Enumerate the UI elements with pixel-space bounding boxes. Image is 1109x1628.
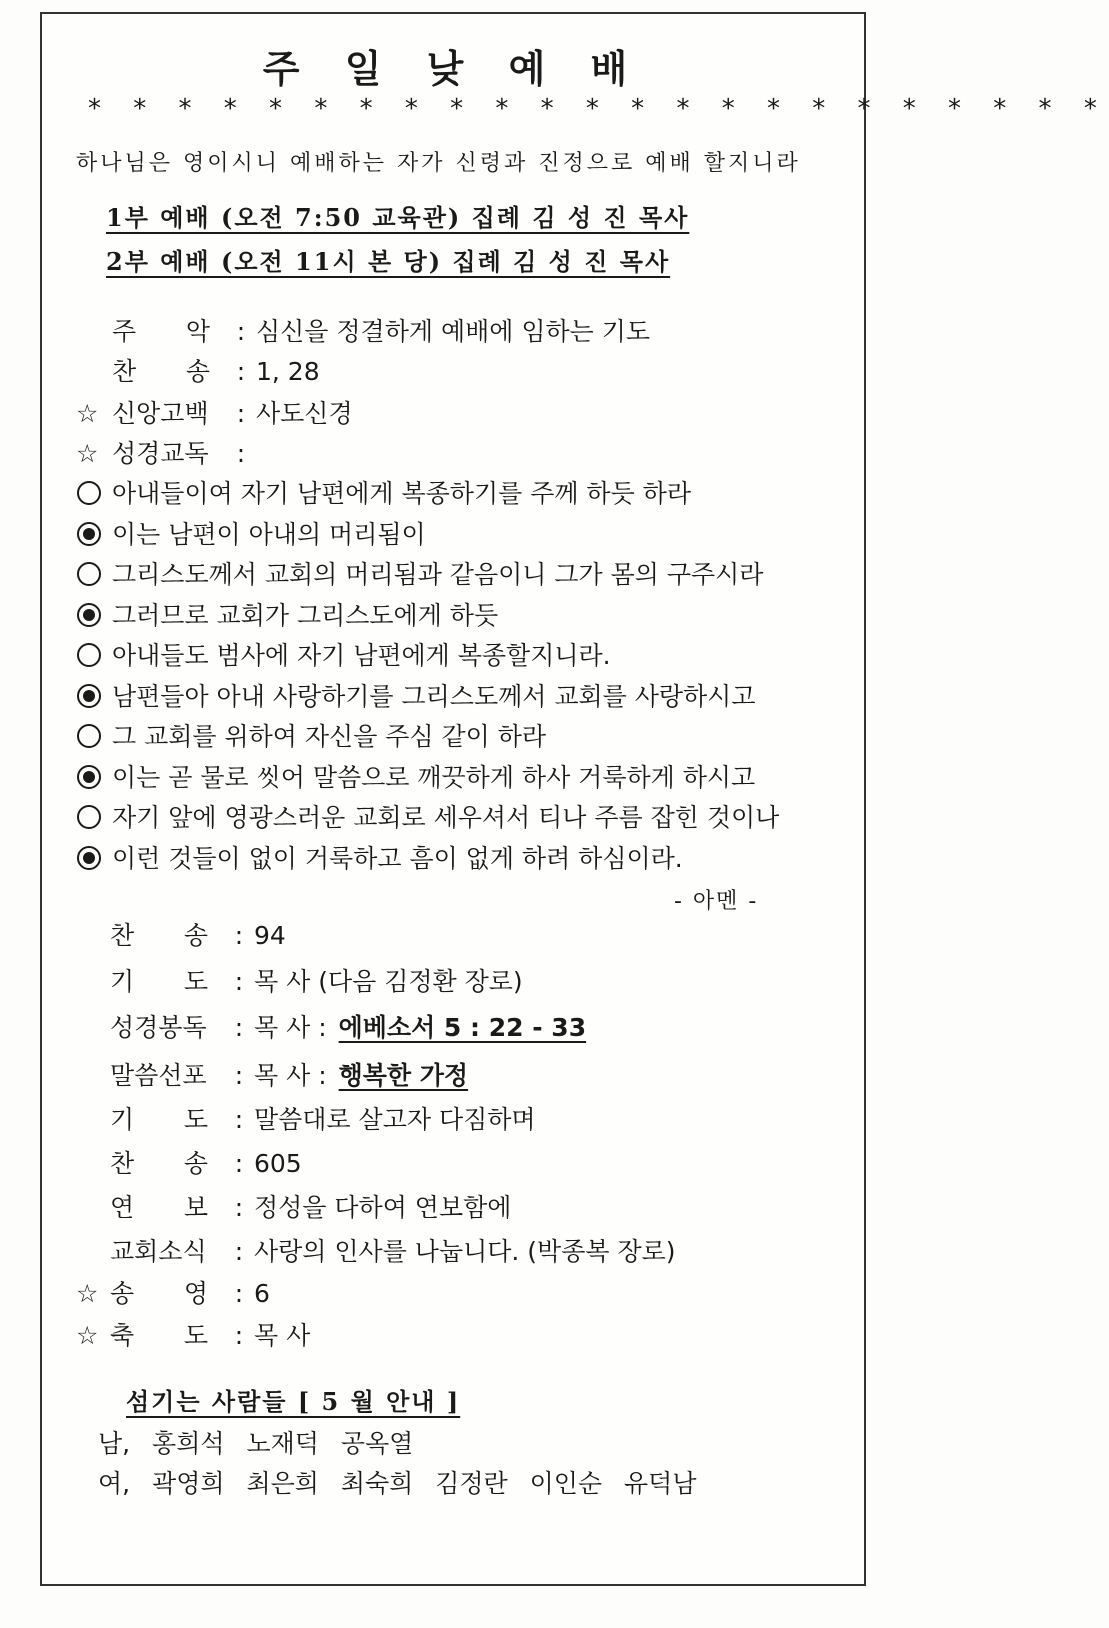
order-highlight: 행복한 가정 — [338, 1061, 469, 1090]
order-term: 성경교독 — [112, 439, 209, 468]
open-circle-icon — [76, 804, 102, 830]
reading-text: 그리스도께서 교회의 머리됨과 같음이니 그가 몸의 구주시라 — [112, 560, 764, 589]
order-value: 사도신경 — [256, 399, 353, 428]
open-circle-icon — [76, 480, 102, 506]
reading-text: 아내들이여 자기 남편에게 복종하기를 주께 하듯 하라 — [112, 479, 691, 508]
order-item — [76, 312, 650, 348]
order-separator: : — [234, 1193, 244, 1222]
order-separator: : — [234, 967, 244, 996]
order-term: 연 보 — [110, 1193, 208, 1222]
order-value: 사랑의 인사를 나눕니다. (박종복 장로) — [254, 1237, 676, 1266]
order-item — [76, 352, 320, 388]
filled-circle-icon — [76, 521, 102, 547]
order-value: 목 사 : — [254, 1013, 327, 1042]
order-value: 94 — [254, 921, 286, 950]
order-value: 1, 28 — [256, 357, 320, 386]
order-term: 신앙고백 — [112, 399, 209, 428]
order-term: 성경봉독 — [110, 1013, 207, 1042]
order-separator: : — [234, 1105, 244, 1134]
order-value: 6 — [254, 1279, 270, 1308]
filled-circle-icon — [76, 683, 102, 709]
order-value: 정성을 다하여 연보함에 — [254, 1193, 512, 1222]
reading-text: 자기 앞에 영광스러운 교회로 세우셔서 티나 주름 잡힌 것이나 — [112, 803, 780, 832]
reading-line — [76, 677, 756, 713]
order-separator: : — [234, 921, 244, 950]
order-value: 심신을 정결하게 예배에 임하는 기도 — [256, 317, 651, 346]
order-term: 찬 송 — [112, 357, 210, 386]
reading-text: 그러므로 교회가 그리스도에게 하듯 — [112, 600, 499, 630]
star-mark: ☆ — [76, 399, 99, 428]
filled-circle-icon — [76, 845, 102, 871]
order-item — [76, 1274, 270, 1310]
reading-line — [76, 596, 498, 632]
reading-text: 이런 것들이 없이 거룩하고 흠이 없게 하려 하심이라. — [112, 843, 683, 873]
filled-circle-icon — [76, 764, 102, 790]
order-term: 말씀선포 — [110, 1061, 207, 1090]
service-first: 1부 예배 (오전 7:50 교육관) 집례 김 성 진 목사 — [106, 203, 690, 232]
servers-men: 남, 홍희석 노재덕 공옥열 — [98, 1429, 414, 1458]
filled-circle-icon — [76, 602, 102, 628]
order-term: 기 도 — [110, 967, 208, 996]
order-term: 축 도 — [110, 1321, 208, 1350]
reading-text: 이는 남편이 아내의 머리됨이 — [112, 519, 426, 549]
reading-line — [76, 717, 546, 753]
reading-line — [76, 798, 779, 834]
scripture-verse: 하나님은 영이시니 예배하는 자가 신령과 진정으로 예배 할지니라 — [76, 151, 801, 176]
order-separator: : — [236, 439, 246, 468]
reading-line — [76, 474, 691, 510]
reading-text: 이는 곧 물로 씻어 말씀으로 깨끗하게 하사 거룩하게 하시고 — [112, 762, 756, 792]
reading-line — [76, 555, 763, 591]
star-mark: ☆ — [76, 1279, 99, 1308]
reading-line — [76, 839, 683, 875]
order-item — [76, 1188, 511, 1224]
order-separator: : — [234, 1237, 244, 1266]
order-separator: : — [234, 1013, 244, 1042]
order-item — [76, 1100, 536, 1136]
service-second: 2부 예배 (오전 11시 본 당) 집례 김 성 진 목사 — [106, 247, 671, 276]
order-term: 교회소식 — [110, 1237, 207, 1266]
order-value: 목 사 — [254, 1321, 311, 1350]
order-item — [76, 1008, 586, 1044]
servers-women: 여, 곽영희 최은희 최숙희 김정란 이인순 유덕남 — [98, 1469, 697, 1498]
order-value: 말씀대로 살고자 다짐하며 — [254, 1105, 536, 1134]
order-item — [76, 394, 353, 430]
order-value: 목 사 : — [254, 1061, 327, 1090]
amen: - 아멘 - — [674, 889, 759, 914]
page-title: 주 일 낮 예 배 — [262, 46, 644, 91]
open-circle-icon — [76, 723, 102, 749]
order-item — [76, 916, 286, 952]
reading-text: 그 교회를 위하여 자신을 주심 같이 하라 — [112, 722, 547, 751]
star-mark: ☆ — [76, 439, 99, 468]
reading-text: 남편들아 아내 사랑하기를 그리스도께서 교회를 사랑하시고 — [112, 681, 756, 711]
order-item — [76, 962, 523, 998]
order-separator: : — [236, 317, 246, 346]
reading-line — [76, 758, 755, 794]
servers-title: 섬기는 사람들 [ 5 월 안내 ] — [126, 1387, 461, 1416]
order-separator: : — [236, 357, 246, 386]
order-highlight: 에베소서 5 : 22 - 33 — [338, 1013, 587, 1042]
order-value: 목 사 (다음 김정환 장로) — [254, 967, 523, 996]
order-value: 605 — [254, 1149, 302, 1178]
order-term: 찬 송 — [110, 921, 208, 950]
order-separator: : — [234, 1061, 244, 1090]
order-separator: : — [236, 399, 246, 428]
order-term: 송 영 — [110, 1279, 208, 1308]
order-item — [76, 434, 256, 470]
reading-text: 아내들도 범사에 자기 남편에게 복종할지니라. — [112, 641, 611, 670]
order-separator: : — [234, 1149, 244, 1178]
order-item — [76, 1056, 468, 1092]
reading-line — [76, 636, 611, 672]
star-mark: ☆ — [76, 1321, 99, 1350]
open-circle-icon — [76, 642, 102, 668]
reading-line — [76, 515, 426, 551]
order-separator: : — [234, 1279, 244, 1308]
open-circle-icon — [76, 561, 102, 587]
order-term: 찬 송 — [110, 1149, 208, 1178]
order-term: 기 도 — [110, 1105, 208, 1134]
order-item — [76, 1144, 302, 1180]
order-separator: : — [234, 1321, 244, 1350]
order-term: 주 악 — [112, 317, 210, 346]
order-item — [76, 1232, 676, 1268]
star-divider: * * * * * * * * * * * * * * * * * * * * * * * — [88, 94, 1109, 124]
order-item — [76, 1316, 310, 1352]
